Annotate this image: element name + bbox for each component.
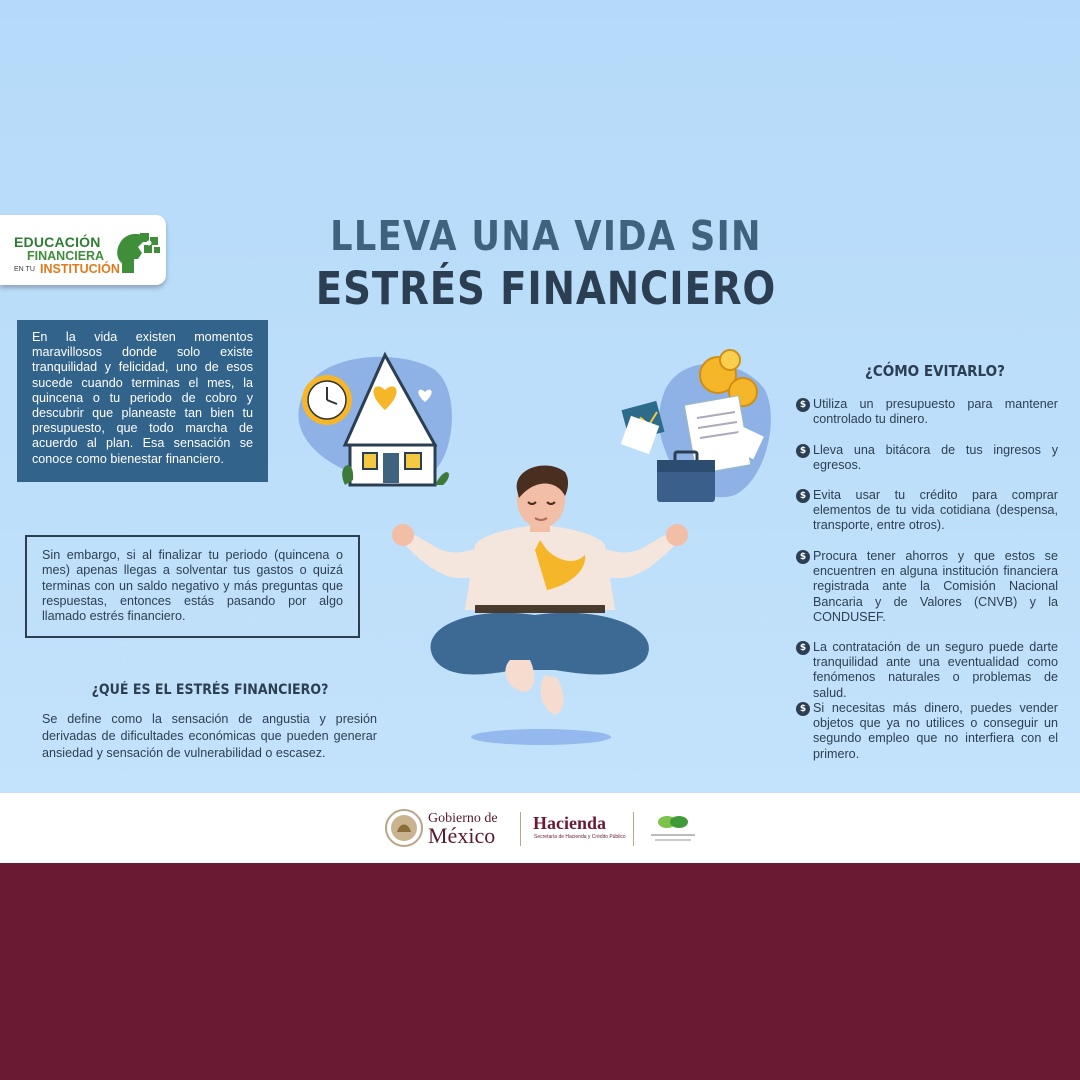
title-line-1: LLEVA UNA VIDA SIN bbox=[330, 212, 762, 260]
money-icon: $ bbox=[796, 489, 810, 503]
gobierno-de-label: Gobierno de bbox=[428, 811, 498, 826]
educacion-financiera-logo bbox=[0, 215, 166, 285]
tip-item bbox=[796, 640, 1058, 701]
que-es-title: ¿QUÉ ES EL ESTRÉS FINANCIERO? bbox=[91, 682, 329, 698]
hacienda-sublabel: Secretaría de Hacienda y Crédito Público bbox=[534, 834, 626, 840]
tip-item bbox=[796, 701, 1058, 762]
logo-line-3a: EN TU bbox=[14, 266, 35, 273]
tip-text: Lleva una bitácora de tus ingresos y egresos. bbox=[813, 443, 1058, 473]
tip-item bbox=[796, 397, 1058, 427]
mexico-seal-icon bbox=[384, 808, 424, 848]
clock-icon bbox=[302, 375, 352, 425]
que-es-text: Se define como la sensación de angustia y presión derivadas de dificultades económicas que pueden generar ansiedad y sensación de vulnerabilidad o escasez. bbox=[42, 712, 377, 760]
condusef-logo bbox=[645, 812, 701, 846]
title-line-2: ESTRÉS FINANCIERO bbox=[315, 262, 777, 315]
tip-text: Evita usar tu crédito para comprar elementos de tu vida cotidiana (despensa, transporte, entre otros). bbox=[813, 488, 1058, 533]
tip-text: Utiliza un presupuesto para mantener controlado tu dinero. bbox=[813, 397, 1058, 427]
footer-maroon-band bbox=[0, 863, 1080, 1080]
como-evitarlo-title: ¿CÓMO EVITARLO? bbox=[865, 362, 1005, 380]
money-icon: $ bbox=[796, 550, 810, 564]
tip-item bbox=[796, 549, 1058, 625]
money-icon: $ bbox=[796, 444, 810, 458]
intro-box bbox=[17, 320, 268, 482]
logo-line-2: FINANCIERA bbox=[27, 249, 105, 263]
tip-text: Procura tener ahorros y que estos se encuentren en alguna institución financiera registrada ante la Comisión Nacional Bancaria y de Valores (CNVB) y la CONDUSEF. bbox=[813, 549, 1058, 624]
intro-text: En la vida existen momentos maravillosos donde solo existe tranquilidad y felicidad, uno de esos sucede cuando terminas el mes, la quincena o tu periodo de cobro y descubrir que planeaste tan bien tu presupuesto, que todo marcha de acuerdo al plan. Esa sensación se conoce como bienestar financiero. bbox=[32, 330, 253, 466]
tip-item bbox=[796, 488, 1058, 534]
tip-text: La contratación de un seguro puede darte tranquilidad ante una eventualidad como fenómenos naturales o problemas de salud. bbox=[813, 640, 1058, 700]
money-icon: $ bbox=[796, 398, 810, 412]
hacienda-label: Hacienda bbox=[533, 813, 607, 833]
logo-line-1: EDUCACIÓN bbox=[14, 234, 101, 250]
stress-text: Sin embargo, si al finalizar tu periodo (quincena o mes) apenas llegas a solventar tus gastos o quizá terminas con un saldo negativo y más preguntas que respuestas, entonces estás pasando por algo llamado estrés financiero. bbox=[42, 548, 343, 624]
logo-divider bbox=[633, 812, 634, 846]
logo-divider bbox=[520, 812, 521, 846]
man-figure bbox=[392, 466, 688, 715]
money-icon: $ bbox=[796, 641, 810, 655]
meditating-man-illustration bbox=[285, 330, 785, 750]
tip-item bbox=[796, 443, 1058, 473]
mexico-label: México bbox=[428, 823, 496, 848]
logo-line-3b: INSTITUCIÓN bbox=[40, 262, 120, 276]
head-puzzle-icon bbox=[114, 229, 162, 275]
tip-text: Si necesitas más dinero, puedes vender objetos que ya no utilices o conseguir un segundo empleo que no interfiera con el primero. bbox=[813, 701, 1058, 761]
money-icon: $ bbox=[796, 702, 810, 716]
